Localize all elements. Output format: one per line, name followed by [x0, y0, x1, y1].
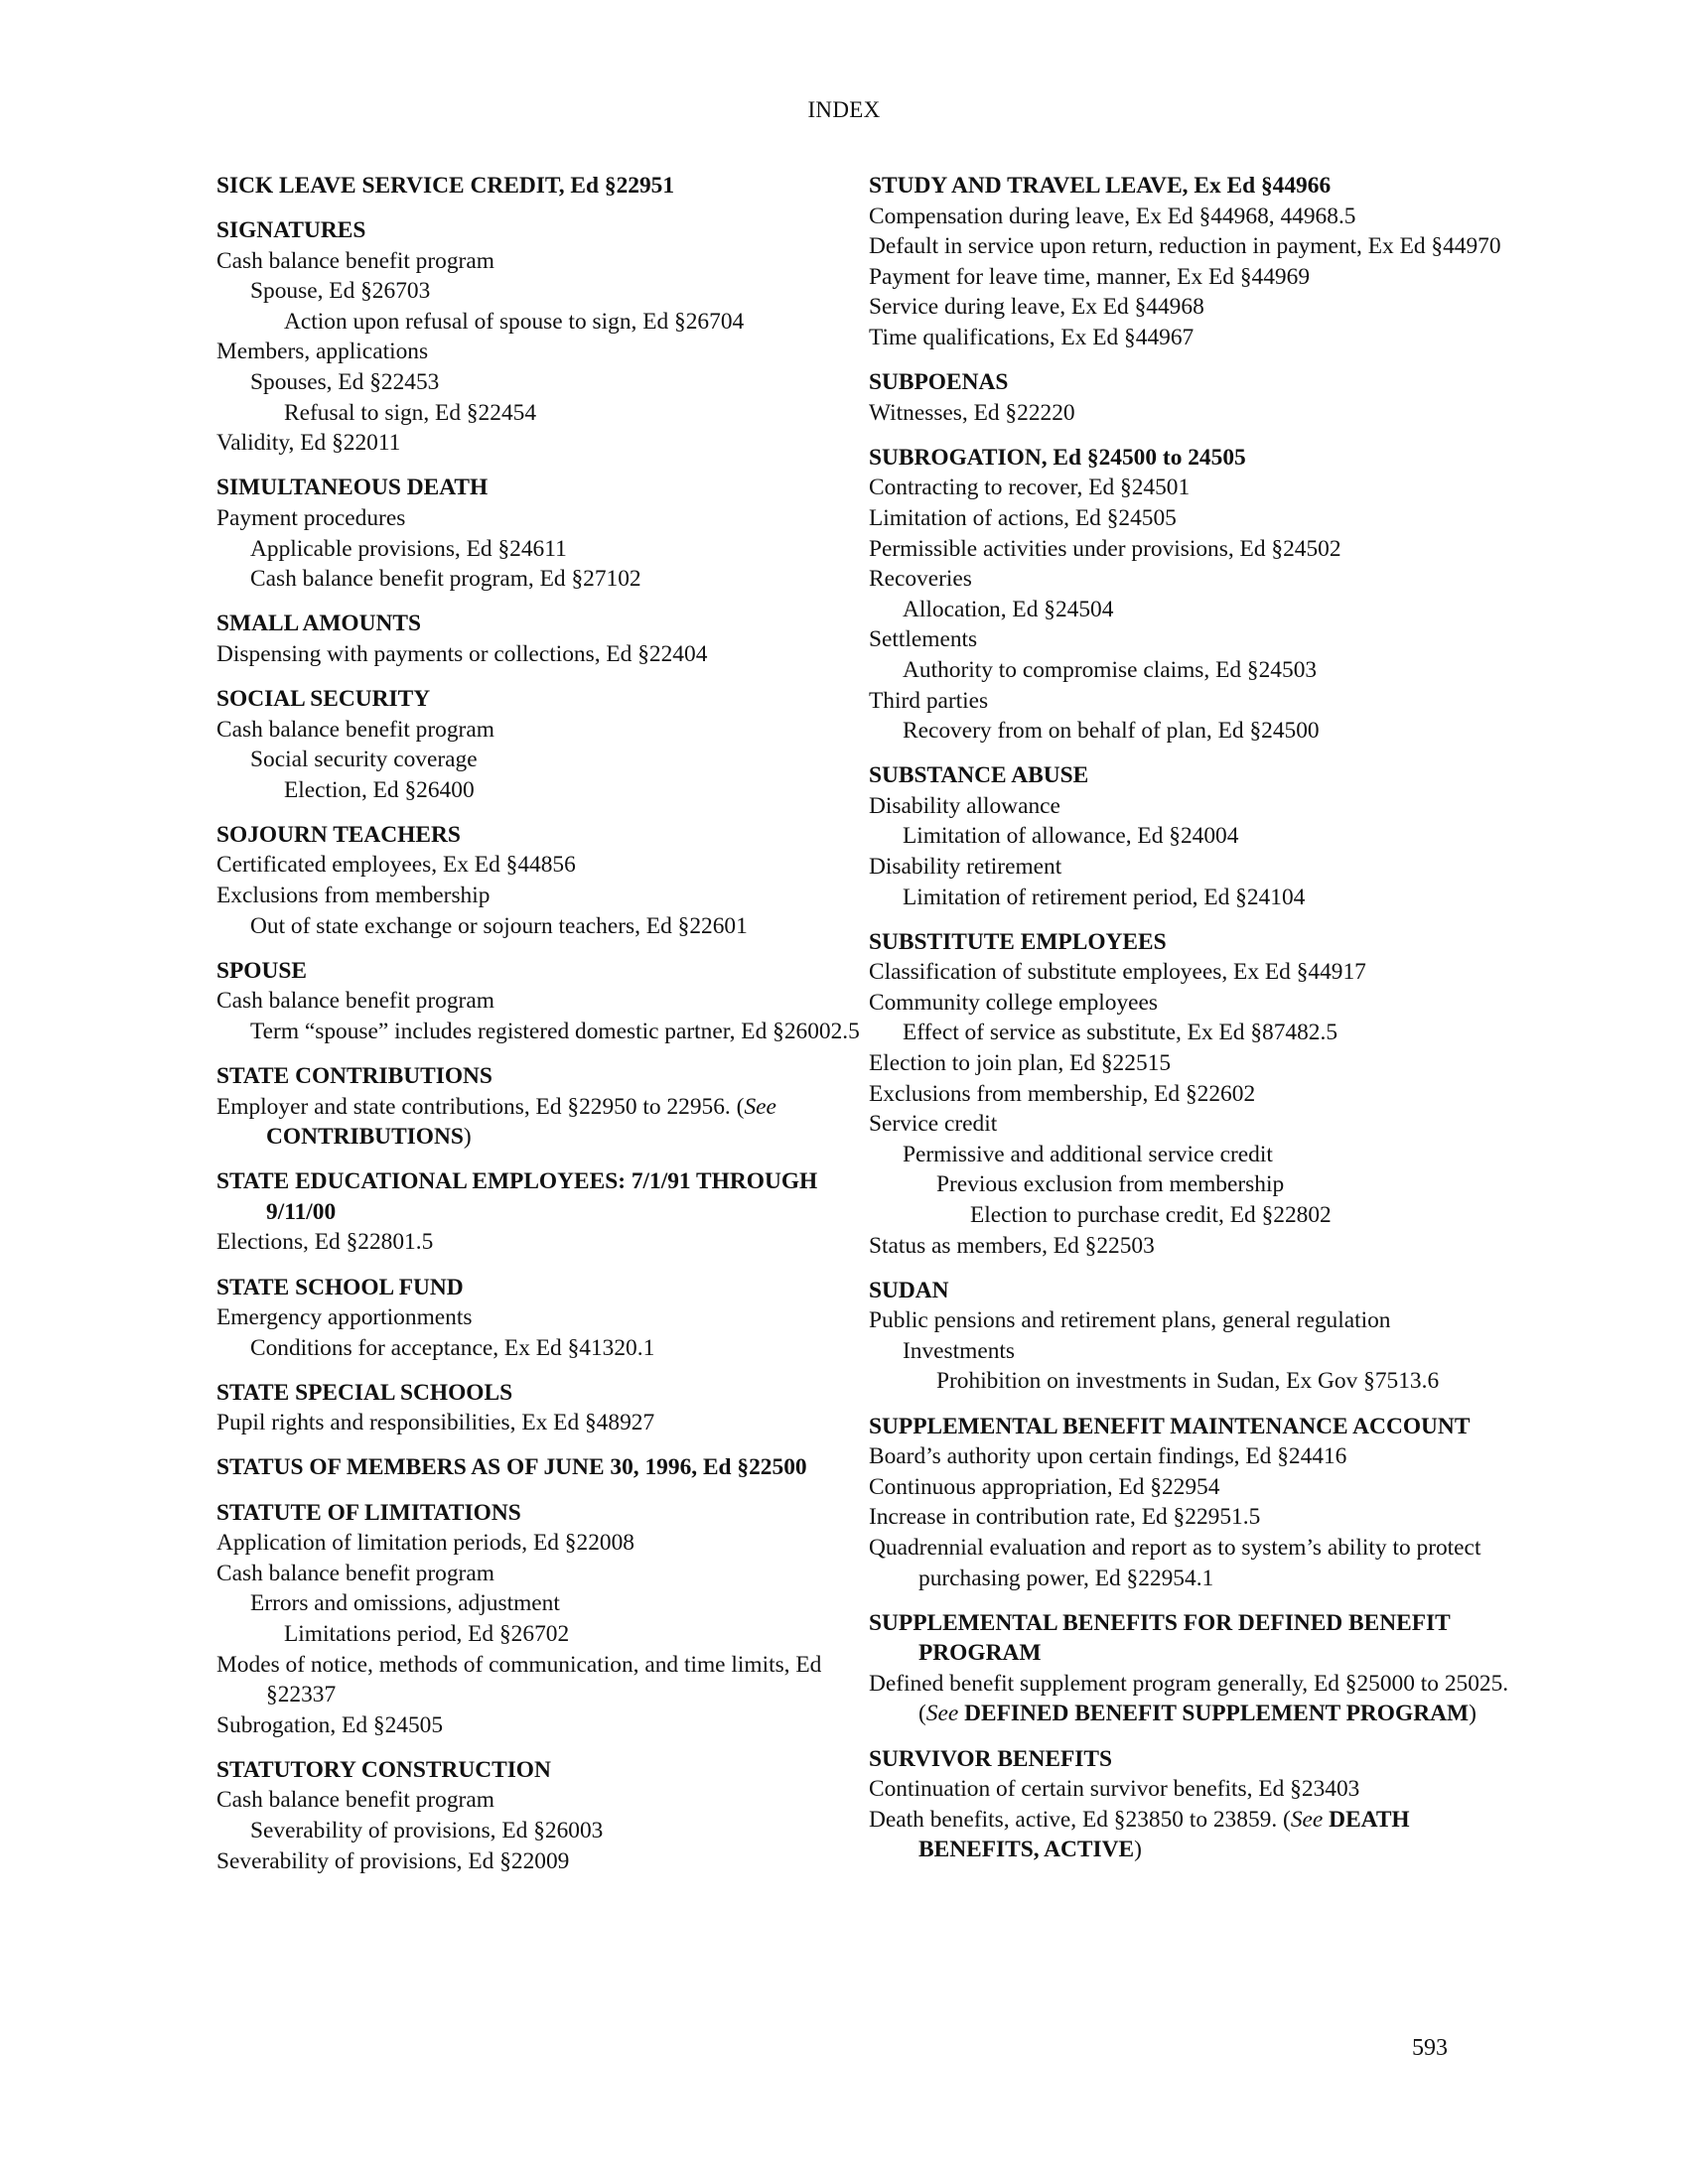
see-open-paren: (: [1283, 1806, 1291, 1833]
index-entry: [869, 443, 1514, 747]
subentry-text: Recovery from on behalf of plan, Ed §24500: [903, 718, 1320, 745]
index-subentry: [250, 1333, 862, 1364]
index-subentry: [869, 988, 1514, 1019]
subentry-text: Applicable provisions, Ed §24611: [250, 535, 567, 562]
subentry-text: Third parties: [869, 687, 989, 714]
index-entry: [869, 1276, 1514, 1397]
index-heading: SUPPLEMENTAL BENEFITS FOR DEFINED BENEFIT PROGRAM: [869, 1609, 1451, 1667]
subentry-text: Social security coverage: [250, 747, 478, 773]
subentry-text: Payment for leave time, manner, Ex Ed §44969: [869, 263, 1311, 290]
index-subentry: [250, 745, 862, 775]
index-subentry: [250, 564, 862, 595]
subentry-text: Term “spouse” includes registered domestic partner, Ed §26002.5: [250, 1018, 860, 1044]
index-heading: SOJOURN TEACHERS: [216, 821, 461, 848]
index-subentry: [869, 202, 1514, 232]
page-header: INDEX: [807, 97, 881, 122]
subentry-text: Limitation of actions, Ed §24505: [869, 504, 1177, 531]
subentry-text: Out of state exchange or sojourn teachers, Ed §22601: [250, 912, 748, 939]
subentry-text: Contracting to recover, Ed §24501: [869, 475, 1191, 501]
index-subentry: [869, 534, 1514, 565]
index-subentry: [216, 1528, 862, 1559]
index-subentry: [216, 1846, 862, 1877]
index-subentry: [869, 1533, 1514, 1593]
index-subentry: [903, 716, 1514, 747]
see-open-paren: (: [918, 1701, 926, 1727]
index-subentry: [216, 1302, 862, 1333]
index-subentry: [869, 1109, 1514, 1140]
see-word: See: [1290, 1806, 1324, 1833]
index-subentry: [284, 1619, 862, 1650]
subentry-text: Severability of provisions, Ed §26003: [250, 1818, 604, 1843]
index-entry: [869, 927, 1514, 1262]
index-subentry: [250, 1588, 862, 1619]
subentry-text: Continuous appropriation, Ed §22954: [869, 1473, 1220, 1500]
index-entry: [216, 1273, 862, 1364]
see-word: See: [744, 1093, 776, 1120]
index-subentry: [216, 337, 862, 367]
subentry-text: Conditions for acceptance, Ex Ed §41320.1: [250, 1334, 655, 1361]
index-heading: STATE EDUCATIONAL EMPLOYEES: 7/1/91 THROUGH 9/11/00: [216, 1168, 818, 1225]
index-heading: SUPPLEMENTAL BENEFIT MAINTENANCE ACCOUNT: [869, 1413, 1471, 1439]
index-heading: SURVIVOR BENEFITS: [869, 1745, 1113, 1772]
subentry-text: Exclusions from membership, Ed §22602: [869, 1080, 1256, 1107]
subentry-text: Previous exclusion from membership: [936, 1171, 1285, 1198]
index-subentry: [869, 473, 1514, 503]
index-entry: [869, 1412, 1514, 1594]
subentry-text: Public pensions and retirement plans, general regulation: [869, 1307, 1391, 1334]
index-subentry: [903, 655, 1514, 686]
index-heading: STATE SCHOOL FUND: [216, 1274, 464, 1300]
subentry-text: Elections, Ed §22801.5: [216, 1229, 434, 1256]
subentry-text: Limitation of retirement period, Ed §24104: [903, 884, 1306, 910]
subentry-text: Defined benefit supplement program generally, Ed §25000 to 25025.: [869, 1670, 1509, 1697]
index-entry: [869, 171, 1514, 353]
see-reference: DEATH BENEFITS, ACTIVE: [918, 1806, 1410, 1863]
subentry-text: Election, Ed §26400: [284, 776, 475, 803]
index-entry: [216, 215, 862, 459]
subentry-text: Members, applications: [216, 339, 429, 365]
subentry-text: Allocation, Ed §24504: [903, 596, 1114, 622]
index-entry: [216, 956, 862, 1047]
index-entry: [216, 684, 862, 805]
subentry-text: Investments: [903, 1337, 1016, 1364]
index-subentry: [869, 503, 1514, 534]
index-subentry: [869, 852, 1514, 883]
subentry-text: Action upon refusal of spouse to sign, Ed §26704: [284, 308, 745, 335]
index-subentry: [216, 246, 862, 277]
index-subentry: [216, 850, 862, 881]
index-entry: [216, 1378, 862, 1438]
index-entry: [216, 1755, 862, 1876]
see-reference: DEFINED BENEFIT SUPPLEMENT PROGRAM: [964, 1701, 1470, 1727]
index-subentry: [216, 639, 862, 670]
index-subentry: [903, 595, 1514, 625]
index-subentry: [869, 791, 1514, 822]
index-entry: [216, 171, 862, 202]
index-subentry: [936, 1366, 1514, 1397]
index-subentry: [869, 323, 1514, 353]
index-subentry: [869, 1502, 1514, 1533]
index-entry: [216, 1061, 862, 1153]
subentry-text: Dispensing with payments or collections, Ed §22404: [216, 640, 708, 667]
index-entry: [869, 760, 1514, 912]
index-subentry: [869, 1774, 1514, 1805]
index-subentry: [250, 367, 862, 398]
index-subentry: [250, 276, 862, 307]
index-heading: STATUTORY CONSTRUCTION: [216, 1756, 551, 1783]
subentry-text: Certificated employees, Ex Ed §44856: [216, 852, 576, 879]
index-subentry: [936, 1169, 1514, 1200]
index-subentry: [284, 307, 862, 338]
subentry-text: Default in service upon return, reduction in payment, Ex Ed §44970: [869, 233, 1501, 260]
index-subentry: [216, 1227, 862, 1258]
subentry-text: Severability of provisions, Ed §22009: [216, 1847, 570, 1874]
index-subentry: [216, 715, 862, 746]
index-subentry: [869, 1669, 1514, 1729]
index-heading: SUDAN: [869, 1277, 949, 1303]
index-subentry: [869, 292, 1514, 323]
subentry-text: Cash balance benefit program, Ed §27102: [250, 566, 641, 593]
index-heading: SUBPOENAS: [869, 369, 1009, 396]
index-subentry: [250, 911, 862, 942]
index-heading: STATUS OF MEMBERS AS OF JUNE 30, 1996, Ed §22500: [216, 1454, 807, 1481]
subentry-text: Disability allowance: [869, 792, 1060, 819]
subentry-text: Increase in contribution rate, Ed §22951.5: [869, 1504, 1261, 1531]
index-heading: STATE CONTRIBUTIONS: [216, 1062, 492, 1089]
index-entry: [216, 1452, 862, 1483]
index-entry: [869, 367, 1514, 428]
index-subentry: [250, 1816, 862, 1846]
subentry-text: Validity, Ed §22011: [216, 430, 401, 457]
subentry-text: Status as members, Ed §22503: [869, 1232, 1155, 1259]
index-heading: SUBSTITUTE EMPLOYEES: [869, 928, 1167, 955]
index-subentry: [869, 1048, 1514, 1079]
subentry-text: Permissive and additional service credit: [903, 1141, 1273, 1167]
index-heading: SMALL AMOUNTS: [216, 611, 422, 637]
index-subentry: [869, 262, 1514, 293]
subentry-text: Employer and state contributions, Ed §22950 to 22956.: [216, 1093, 731, 1120]
subentry-text: Cash balance benefit program: [216, 247, 494, 274]
index-subentry: [284, 398, 862, 429]
index-subentry: [216, 1092, 862, 1153]
index-subentry: [250, 534, 862, 565]
index-heading: SUBROGATION, Ed §24500 to 24505: [869, 444, 1246, 471]
subentry-text: Community college employees: [869, 989, 1159, 1016]
subentry-text: Errors and omissions, adjustment: [250, 1590, 560, 1617]
index-subentry: [869, 231, 1514, 262]
subentry-text: Quadrennial evaluation and report as to system’s ability to protect purchasing power, Ed §22954.1: [869, 1534, 1481, 1591]
subentry-text: Spouse, Ed §26703: [250, 278, 431, 305]
subentry-text: Pupil rights and responsibilities, Ex Ed §48927: [216, 1410, 655, 1436]
subentry-text: Time qualifications, Ex Ed §44967: [869, 324, 1195, 350]
index-heading: SOCIAL SECURITY: [216, 685, 431, 712]
subentry-text: Payment procedures: [216, 504, 406, 531]
index-heading: SICK LEAVE SERVICE CREDIT, Ed §22951: [216, 173, 675, 199]
subentry-text: Effect of service as substitute, Ex Ed §87482.5: [903, 1020, 1338, 1046]
index-heading: SIGNATURES: [216, 217, 366, 244]
index-heading: SPOUSE: [216, 957, 307, 984]
index-subentry: [869, 564, 1514, 595]
subentry-text: Permissible activities under provisions, Ed §24502: [869, 535, 1341, 562]
index-subentry: [216, 1710, 862, 1741]
index-entry: [869, 1608, 1514, 1729]
subentry-text: Death benefits, active, Ed §23850 to 23859.: [869, 1806, 1278, 1833]
subentry-text: Cash balance benefit program: [216, 988, 494, 1015]
subentry-text: Cash balance benefit program: [216, 1560, 494, 1586]
index-subentry: [216, 1408, 862, 1438]
index-column-left: [216, 171, 862, 1876]
see-close-paren: ): [463, 1124, 472, 1151]
index-entry: [216, 1498, 862, 1741]
index-subentry: [869, 1079, 1514, 1110]
index-subentry: [250, 1017, 862, 1047]
index-entry: [216, 820, 862, 941]
subentry-text: Limitation of allowance, Ed §24004: [903, 823, 1239, 850]
index-subentry: [903, 883, 1514, 913]
subentry-text: Refusal to sign, Ed §22454: [284, 399, 537, 426]
see-close-paren: ): [1134, 1837, 1142, 1863]
subentry-text: Prohibition on investments in Sudan, Ex Gov §7513.6: [936, 1368, 1440, 1395]
see-word: See: [925, 1701, 959, 1727]
subentry-text: Service during leave, Ex Ed §44968: [869, 294, 1204, 321]
see-open-paren: (: [736, 1093, 745, 1120]
index-subentry: [869, 957, 1514, 988]
index-subentry: [216, 1559, 862, 1589]
subentry-text: Subrogation, Ed §24505: [216, 1711, 444, 1738]
subentry-text: Recoveries: [869, 566, 972, 593]
subentry-text: Settlements: [869, 626, 978, 653]
index-subentry: [903, 1336, 1514, 1367]
subentry-text: Application of limitation periods, Ed §22008: [216, 1530, 634, 1557]
index-subentry: [970, 1200, 1514, 1231]
index-entry: [216, 473, 862, 594]
subentry-text: Board’s authority upon certain findings, Ed §24416: [869, 1443, 1347, 1470]
index-subentry: [869, 1805, 1514, 1865]
index-heading: STATUTE OF LIMITATIONS: [216, 1499, 521, 1526]
index-subentry: [869, 1231, 1514, 1262]
index-subentry: [869, 1441, 1514, 1472]
subentry-text: Limitations period, Ed §26702: [284, 1620, 570, 1647]
subentry-text: Spouses, Ed §22453: [250, 369, 440, 396]
subentry-text: Witnesses, Ed §22220: [869, 399, 1075, 426]
subentry-text: Authority to compromise claims, Ed §24503: [903, 656, 1318, 683]
subentry-text: Emergency apportionments: [216, 1304, 473, 1331]
subentry-text: Exclusions from membership: [216, 882, 491, 908]
index-subentry: [216, 503, 862, 534]
index-subentry: [869, 1472, 1514, 1503]
subentry-text: Modes of notice, methods of communication, and time limits, Ed §22337: [216, 1651, 822, 1708]
index-column-right: [869, 171, 1514, 1865]
index-entry: [869, 1744, 1514, 1865]
index-subentry: [216, 428, 862, 459]
index-entry: [216, 1166, 862, 1258]
index-subentry: [903, 1018, 1514, 1048]
index-subentry: [869, 686, 1514, 717]
index-heading: STATE SPECIAL SCHOOLS: [216, 1379, 513, 1406]
index-subentry: [216, 1650, 862, 1710]
see-close-paren: ): [1469, 1701, 1477, 1727]
subentry-text: Compensation during leave, Ex Ed §44968, 44968.5: [869, 203, 1356, 229]
index-entry: [216, 609, 862, 669]
see-reference: CONTRIBUTIONS: [266, 1124, 464, 1151]
index-heading: STUDY AND TRAVEL LEAVE, Ex Ed §44966: [869, 173, 1332, 199]
subentry-text: Election to purchase credit, Ed §22802: [970, 1202, 1332, 1228]
index-subentry: [869, 1305, 1514, 1336]
subentry-text: Election to join plan, Ed §22515: [869, 1050, 1172, 1077]
index-subentry: [216, 986, 862, 1017]
index-subentry: [216, 881, 862, 911]
index-subentry: [903, 821, 1514, 852]
subentry-text: Continuation of certain survivor benefits, Ed §23403: [869, 1776, 1360, 1803]
index-heading: SUBSTANCE ABUSE: [869, 762, 1089, 789]
index-subentry: [869, 398, 1514, 429]
index-subentry: [284, 775, 862, 806]
subentry-text: Service credit: [869, 1111, 998, 1138]
subentry-text: Cash balance benefit program: [216, 716, 494, 743]
page-number: 593: [1412, 2035, 1448, 2061]
index-heading: SIMULTANEOUS DEATH: [216, 475, 489, 501]
index-subentry: [869, 624, 1514, 655]
subentry-text: Cash balance benefit program: [216, 1787, 494, 1814]
index-subentry: [903, 1140, 1514, 1170]
subentry-text: Classification of substitute employees, Ex Ed §44917: [869, 959, 1366, 986]
index-subentry: [216, 1785, 862, 1816]
subentry-text: Disability retirement: [869, 853, 1062, 880]
